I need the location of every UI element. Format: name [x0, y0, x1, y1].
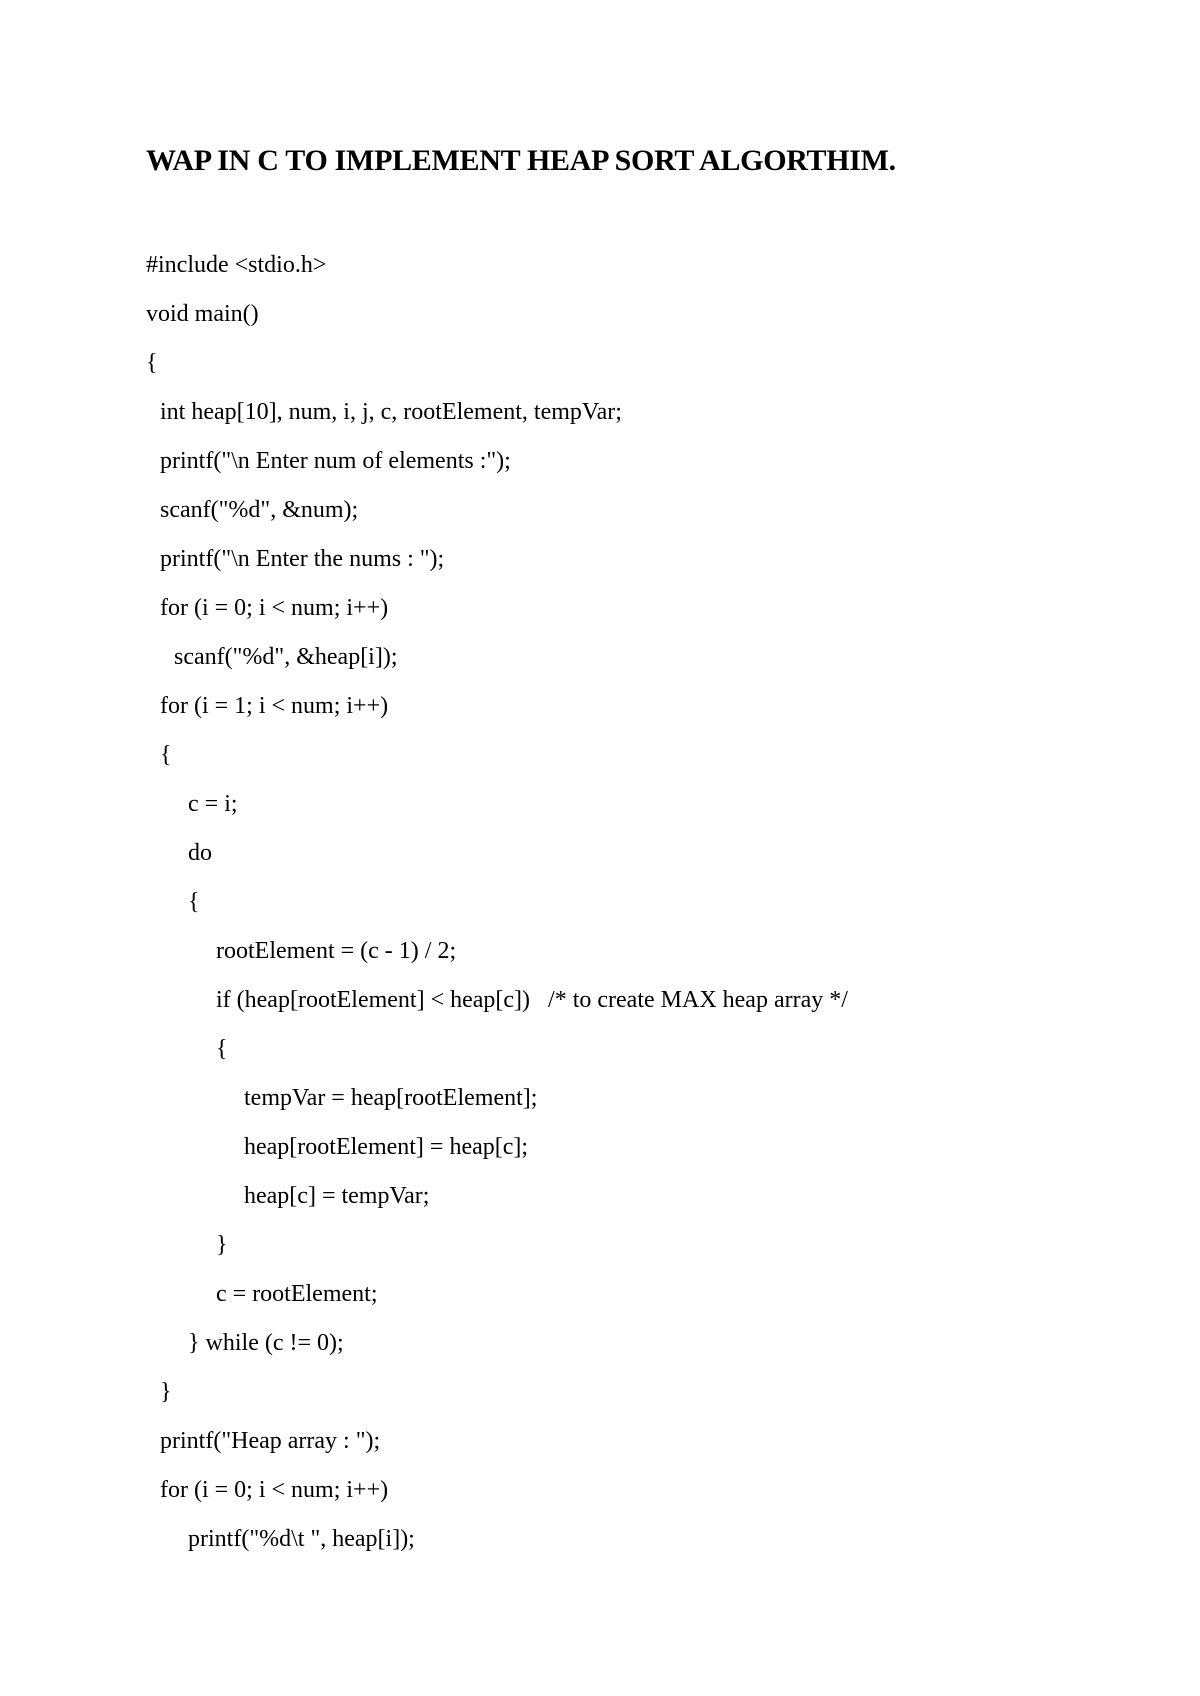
code-line: rootElement = (c - 1) / 2;	[216, 938, 457, 964]
code-line: } while (c != 0);	[188, 1330, 344, 1356]
code-line: }	[160, 1379, 172, 1405]
code-line: c = rootElement;	[216, 1281, 378, 1307]
code-line: c = i;	[188, 791, 238, 817]
code-line: scanf("%d", &heap[i]);	[174, 644, 398, 670]
code-line: scanf("%d", &num);	[160, 497, 359, 523]
code-line: {	[146, 350, 158, 376]
code-line: heap[c] = tempVar;	[244, 1183, 430, 1209]
code-line: printf("Heap array : ");	[160, 1428, 381, 1454]
code-line: {	[216, 1036, 228, 1062]
code-line: if (heap[rootElement] < heap[c]) /* to create MAX heap array */	[216, 987, 848, 1013]
code-line: do	[188, 840, 212, 866]
code-line: {	[160, 742, 172, 768]
code-line: heap[rootElement] = heap[c];	[244, 1134, 529, 1160]
code-line: for (i = 0; i < num; i++)	[160, 1477, 389, 1503]
code-line: printf("\n Enter the nums : ");	[160, 546, 445, 572]
code-line: printf("\n Enter num of elements :");	[160, 448, 511, 474]
code-line: for (i = 1; i < num; i++)	[160, 693, 389, 719]
code-line: printf("%d\t ", heap[i]);	[188, 1526, 415, 1552]
code-line: int heap[10], num, i, j, c, rootElement, tempVar;	[160, 399, 622, 425]
code-line: for (i = 0; i < num; i++)	[160, 595, 389, 621]
page-title: WAP IN C TO IMPLEMENT HEAP SORT ALGORTHIM.	[146, 144, 896, 177]
code-line: }	[216, 1232, 228, 1258]
code-line: tempVar = heap[rootElement];	[244, 1085, 538, 1111]
code-line: {	[188, 889, 200, 915]
code-line: #include <stdio.h>	[146, 252, 327, 278]
code-line: void main()	[146, 301, 259, 327]
